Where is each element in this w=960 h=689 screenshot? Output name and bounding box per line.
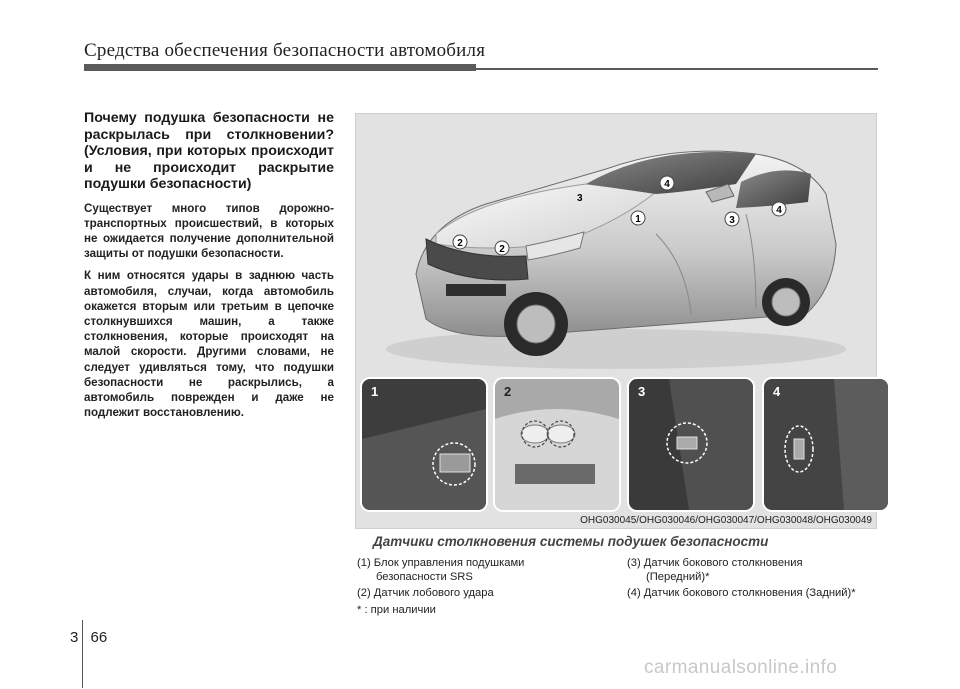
callout-label: 3	[577, 193, 583, 204]
legend-label: (4) Датчик бокового столкновения (Задний)*	[627, 587, 856, 599]
body-paragraph-1: Существует много типов дорожно-транспортных происшествий, в которых не ожидается получение дополнительной защиты от подушки безопасности.	[84, 201, 334, 261]
callout-label: 2	[499, 244, 505, 255]
page-number-value: 66	[90, 629, 108, 646]
legend-label: (2) Датчик лобового удара	[357, 587, 494, 599]
header-rule-thick	[84, 64, 476, 71]
thumbnail-3	[627, 377, 755, 512]
airbag-sensor-figure	[355, 113, 877, 529]
callout-badge	[772, 202, 786, 216]
figure-code: OHG030045/OHG030046/OHG030047/OHG030048/OHG030049	[580, 515, 872, 526]
page-header-title: Средства обеспечения безопасности автомобиля	[84, 40, 486, 61]
figure-caption-title: Датчики столкновения системы подушек безопасности	[373, 534, 769, 549]
callout-badge	[725, 212, 739, 226]
legend-label-continued: безопасности SRS	[376, 571, 473, 583]
legend-footnote	[357, 603, 436, 617]
callout-label: 4	[664, 179, 670, 190]
text-column	[84, 110, 334, 427]
legend-label: (3) Датчик бокового столкновения	[627, 557, 803, 569]
thumbnail-illustration	[362, 379, 486, 510]
callout-badge	[495, 241, 509, 255]
body-paragraph-2: К ним относятся удары в заднюю часть автомобиля, случаи, когда автомобиль окажется вторым или третьим в цепочке столкнувшихся машин, а также столкновения, которые происходят на малой скорости. Другими словами, не следует удивляться тому, что подушки безопасности не раскрылись, а автомобиль поврежден и даже не подлежит восстановлению.	[84, 269, 334, 420]
callout-label: 1	[635, 214, 641, 225]
thumbnail-number: 4	[773, 384, 781, 399]
thumbnail-illustration	[495, 379, 619, 510]
legend-label-continued: (Передний)*	[646, 571, 710, 583]
thumbnail-illustration	[629, 379, 753, 510]
footer-watermark: carmanualsonline.info	[644, 657, 838, 678]
legend-item-1	[357, 556, 524, 584]
thumbnail-2	[493, 377, 621, 512]
thumbnail-number: 3	[638, 384, 646, 399]
header-rule-thin	[476, 68, 878, 70]
thumbnail-number: 2	[504, 384, 512, 399]
chapter-number: 3	[70, 629, 79, 646]
legend-label: (1) Блок управления подушками	[357, 557, 525, 569]
section-heading: Почему подушка безопасности не раскрылась при столкновении? (Условия, при которых происходит и не происходит раскрытие подушки безопасности)	[84, 110, 334, 192]
page-number	[70, 629, 107, 646]
legend-item-3	[627, 556, 803, 584]
thumbnail-number: 1	[371, 384, 379, 399]
footnote-text: * : при наличии	[357, 604, 436, 616]
callout-label: 4	[776, 205, 782, 216]
callout-label: 2	[457, 238, 463, 249]
thumbnail-illustration	[764, 379, 888, 510]
callout-badge	[660, 176, 674, 190]
legend-item-2	[357, 586, 494, 600]
callout-badge	[453, 235, 467, 249]
car-illustration	[356, 114, 876, 376]
callout-label: 3	[729, 215, 735, 226]
thumbnail-1	[360, 377, 488, 512]
thumbnail-4	[762, 377, 890, 512]
legend-item-4	[627, 586, 856, 600]
callout-badge	[631, 211, 645, 225]
